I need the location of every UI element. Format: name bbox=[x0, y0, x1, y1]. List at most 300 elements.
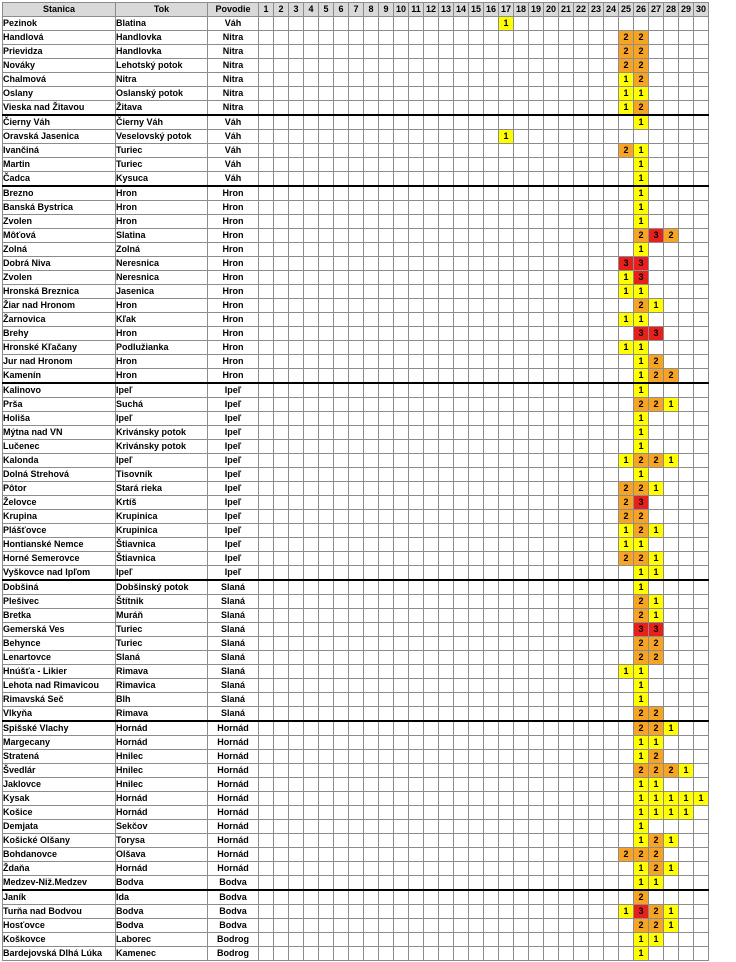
day-cell bbox=[304, 876, 319, 891]
day-cell bbox=[454, 383, 469, 398]
day-cell bbox=[259, 243, 274, 257]
day-cell bbox=[574, 59, 589, 73]
day-cell bbox=[394, 806, 409, 820]
day-cell bbox=[619, 369, 634, 384]
basin-cell: Ipeľ bbox=[208, 538, 259, 552]
header-day: 5 bbox=[319, 3, 334, 17]
day-cell bbox=[694, 721, 709, 736]
day-cell bbox=[304, 905, 319, 919]
day-cell bbox=[589, 919, 604, 933]
day-cell bbox=[454, 524, 469, 538]
day-cell bbox=[409, 609, 424, 623]
day-cell bbox=[529, 172, 544, 187]
day-cell bbox=[679, 665, 694, 679]
level-cell: 1 bbox=[649, 299, 664, 313]
station-cell: Martin bbox=[3, 158, 116, 172]
level-cell: 1 bbox=[619, 905, 634, 919]
day-cell bbox=[364, 215, 379, 229]
day-cell bbox=[364, 721, 379, 736]
day-cell bbox=[409, 637, 424, 651]
day-cell bbox=[514, 806, 529, 820]
day-cell bbox=[349, 637, 364, 651]
day-cell bbox=[334, 580, 349, 595]
day-cell bbox=[589, 750, 604, 764]
day-cell bbox=[514, 426, 529, 440]
day-cell bbox=[439, 524, 454, 538]
header-day: 1 bbox=[259, 3, 274, 17]
day-cell bbox=[289, 186, 304, 201]
river-cell: Rimava bbox=[116, 707, 208, 722]
day-cell bbox=[694, 285, 709, 299]
day-cell bbox=[454, 496, 469, 510]
day-cell bbox=[604, 947, 619, 961]
day-cell bbox=[304, 637, 319, 651]
day-cell bbox=[499, 566, 514, 581]
basin-cell: Hron bbox=[208, 201, 259, 215]
day-cell bbox=[379, 764, 394, 778]
day-cell bbox=[454, 693, 469, 707]
level-cell: 2 bbox=[664, 369, 679, 384]
day-cell bbox=[364, 792, 379, 806]
table-row bbox=[3, 369, 709, 384]
day-cell bbox=[589, 87, 604, 101]
day-cell bbox=[409, 285, 424, 299]
basin-cell: Váh bbox=[208, 115, 259, 130]
day-cell bbox=[544, 693, 559, 707]
day-cell bbox=[409, 369, 424, 384]
day-cell bbox=[394, 637, 409, 651]
day-cell bbox=[574, 524, 589, 538]
day-cell bbox=[394, 327, 409, 341]
day-cell bbox=[319, 87, 334, 101]
day-cell bbox=[574, 679, 589, 693]
basin-cell: Ipeľ bbox=[208, 454, 259, 468]
day-cell bbox=[349, 327, 364, 341]
day-cell bbox=[364, 144, 379, 158]
level-cell: 1 bbox=[634, 285, 649, 299]
day-cell bbox=[259, 383, 274, 398]
basin-cell: Hron bbox=[208, 243, 259, 257]
river-cell: Ipeľ bbox=[116, 412, 208, 426]
day-cell bbox=[439, 806, 454, 820]
day-cell bbox=[694, 538, 709, 552]
day-cell bbox=[664, 271, 679, 285]
day-cell bbox=[559, 468, 574, 482]
day-cell bbox=[454, 201, 469, 215]
day-cell bbox=[589, 665, 604, 679]
day-cell bbox=[484, 665, 499, 679]
day-cell bbox=[439, 552, 454, 566]
day-cell bbox=[319, 45, 334, 59]
day-cell bbox=[304, 806, 319, 820]
day-cell bbox=[409, 707, 424, 722]
basin-cell: Hornád bbox=[208, 721, 259, 736]
day-cell bbox=[394, 595, 409, 609]
day-cell bbox=[259, 186, 274, 201]
day-cell bbox=[454, 341, 469, 355]
day-cell bbox=[379, 73, 394, 87]
station-cell: Turňa nad Bodvou bbox=[3, 905, 116, 919]
day-cell bbox=[694, 848, 709, 862]
station-cell: Košice bbox=[3, 806, 116, 820]
day-cell bbox=[514, 73, 529, 87]
river-cell: Kysuca bbox=[116, 172, 208, 187]
day-cell bbox=[439, 59, 454, 73]
station-cell: Zvolen bbox=[3, 271, 116, 285]
day-cell bbox=[424, 313, 439, 327]
day-cell bbox=[424, 17, 439, 31]
day-cell bbox=[319, 355, 334, 369]
level-cell: 1 bbox=[664, 454, 679, 468]
day-cell bbox=[589, 778, 604, 792]
day-cell bbox=[604, 383, 619, 398]
day-cell bbox=[559, 130, 574, 144]
day-cell bbox=[379, 552, 394, 566]
day-cell bbox=[454, 905, 469, 919]
station-cell: Čadca bbox=[3, 172, 116, 187]
day-cell bbox=[379, 412, 394, 426]
day-cell bbox=[274, 73, 289, 87]
day-cell bbox=[319, 947, 334, 961]
table-row bbox=[3, 31, 709, 45]
day-cell bbox=[499, 87, 514, 101]
day-cell bbox=[679, 876, 694, 891]
day-cell bbox=[694, 454, 709, 468]
day-cell bbox=[499, 862, 514, 876]
day-cell bbox=[544, 59, 559, 73]
basin-cell: Hron bbox=[208, 271, 259, 285]
day-cell bbox=[439, 876, 454, 891]
day-cell bbox=[394, 426, 409, 440]
day-cell bbox=[289, 369, 304, 384]
day-cell bbox=[424, 130, 439, 144]
basin-cell: Slaná bbox=[208, 637, 259, 651]
station-cell: Demjata bbox=[3, 820, 116, 834]
basin-cell: Hron bbox=[208, 341, 259, 355]
day-cell bbox=[589, 707, 604, 722]
day-cell bbox=[559, 45, 574, 59]
day-cell bbox=[529, 87, 544, 101]
day-cell bbox=[559, 651, 574, 665]
river-cell: Tisovník bbox=[116, 468, 208, 482]
day-cell bbox=[289, 736, 304, 750]
day-cell bbox=[619, 778, 634, 792]
day-cell bbox=[304, 651, 319, 665]
day-cell bbox=[454, 355, 469, 369]
day-cell bbox=[349, 764, 364, 778]
day-cell bbox=[424, 524, 439, 538]
level-cell: 2 bbox=[634, 229, 649, 243]
day-cell bbox=[289, 299, 304, 313]
day-cell bbox=[604, 17, 619, 31]
day-cell bbox=[514, 679, 529, 693]
basin-cell: Slaná bbox=[208, 623, 259, 637]
day-cell bbox=[559, 792, 574, 806]
day-cell bbox=[529, 609, 544, 623]
day-cell bbox=[364, 834, 379, 848]
day-cell bbox=[424, 806, 439, 820]
day-cell bbox=[559, 806, 574, 820]
day-cell bbox=[439, 412, 454, 426]
day-cell bbox=[469, 482, 484, 496]
day-cell bbox=[679, 862, 694, 876]
day-cell bbox=[334, 271, 349, 285]
station-cell: Kysak bbox=[3, 792, 116, 806]
river-cell: Dobšinský potok bbox=[116, 580, 208, 595]
day-cell bbox=[694, 919, 709, 933]
day-cell bbox=[619, 806, 634, 820]
basin-cell: Hornád bbox=[208, 778, 259, 792]
day-cell bbox=[634, 130, 649, 144]
day-cell bbox=[379, 454, 394, 468]
day-cell bbox=[379, 115, 394, 130]
day-cell bbox=[334, 496, 349, 510]
day-cell bbox=[274, 862, 289, 876]
day-cell bbox=[259, 679, 274, 693]
day-cell bbox=[409, 862, 424, 876]
day-cell bbox=[379, 87, 394, 101]
river-cell: Turiec bbox=[116, 637, 208, 651]
level-cell: 1 bbox=[634, 115, 649, 130]
day-cell bbox=[424, 778, 439, 792]
station-cell: Plešivec bbox=[3, 595, 116, 609]
day-cell bbox=[454, 271, 469, 285]
day-cell bbox=[694, 876, 709, 891]
day-cell bbox=[529, 651, 544, 665]
day-cell bbox=[529, 201, 544, 215]
day-cell bbox=[349, 806, 364, 820]
day-cell bbox=[364, 933, 379, 947]
day-cell bbox=[289, 750, 304, 764]
day-cell bbox=[304, 369, 319, 384]
day-cell bbox=[439, 426, 454, 440]
day-cell bbox=[334, 482, 349, 496]
day-cell bbox=[694, 257, 709, 271]
day-cell bbox=[604, 257, 619, 271]
day-cell bbox=[544, 229, 559, 243]
table-row bbox=[3, 482, 709, 496]
day-cell bbox=[514, 327, 529, 341]
day-cell bbox=[439, 299, 454, 313]
level-cell: 2 bbox=[634, 707, 649, 722]
day-cell bbox=[574, 101, 589, 116]
level-cell: 2 bbox=[649, 862, 664, 876]
day-cell bbox=[394, 215, 409, 229]
day-cell bbox=[529, 158, 544, 172]
day-cell bbox=[664, 73, 679, 87]
day-cell bbox=[589, 834, 604, 848]
day-cell bbox=[694, 215, 709, 229]
table-row bbox=[3, 45, 709, 59]
day-cell bbox=[484, 59, 499, 73]
day-cell bbox=[409, 665, 424, 679]
day-cell bbox=[694, 778, 709, 792]
day-cell bbox=[619, 299, 634, 313]
day-cell bbox=[289, 426, 304, 440]
day-cell bbox=[364, 243, 379, 257]
day-cell bbox=[334, 215, 349, 229]
level-cell: 2 bbox=[619, 482, 634, 496]
day-cell bbox=[514, 87, 529, 101]
day-cell bbox=[319, 440, 334, 454]
day-cell bbox=[604, 130, 619, 144]
day-cell bbox=[259, 919, 274, 933]
day-cell bbox=[544, 201, 559, 215]
day-cell bbox=[574, 271, 589, 285]
day-cell bbox=[394, 115, 409, 130]
day-cell bbox=[439, 369, 454, 384]
day-cell bbox=[514, 201, 529, 215]
station-cell: Pôtor bbox=[3, 482, 116, 496]
day-cell bbox=[559, 721, 574, 736]
day-cell bbox=[559, 426, 574, 440]
day-cell bbox=[469, 257, 484, 271]
day-cell bbox=[589, 862, 604, 876]
table-row bbox=[3, 623, 709, 637]
day-cell bbox=[334, 31, 349, 45]
day-cell bbox=[454, 919, 469, 933]
day-cell bbox=[289, 73, 304, 87]
river-cell: Neresnica bbox=[116, 271, 208, 285]
day-cell bbox=[574, 285, 589, 299]
day-cell bbox=[274, 750, 289, 764]
day-cell bbox=[334, 468, 349, 482]
day-cell bbox=[514, 496, 529, 510]
station-cell: Plášťovce bbox=[3, 524, 116, 538]
day-cell bbox=[529, 792, 544, 806]
day-cell bbox=[664, 31, 679, 45]
day-cell bbox=[544, 750, 559, 764]
level-cell: 1 bbox=[499, 17, 514, 31]
day-cell bbox=[499, 524, 514, 538]
day-cell bbox=[424, 229, 439, 243]
station-cell: Janík bbox=[3, 890, 116, 905]
day-cell bbox=[649, 87, 664, 101]
day-cell bbox=[394, 257, 409, 271]
day-cell bbox=[439, 919, 454, 933]
day-cell bbox=[694, 806, 709, 820]
day-cell bbox=[259, 369, 274, 384]
day-cell bbox=[469, 820, 484, 834]
day-cell bbox=[379, 31, 394, 45]
day-cell bbox=[544, 73, 559, 87]
day-cell bbox=[394, 172, 409, 187]
day-cell bbox=[649, 17, 664, 31]
day-cell bbox=[349, 440, 364, 454]
day-cell bbox=[514, 454, 529, 468]
day-cell bbox=[559, 285, 574, 299]
day-cell bbox=[589, 31, 604, 45]
table-row bbox=[3, 285, 709, 299]
day-cell bbox=[274, 707, 289, 722]
day-cell bbox=[619, 595, 634, 609]
level-cell: 2 bbox=[664, 764, 679, 778]
day-cell bbox=[319, 412, 334, 426]
day-cell bbox=[454, 947, 469, 961]
day-cell bbox=[649, 313, 664, 327]
day-cell bbox=[394, 229, 409, 243]
day-cell bbox=[694, 383, 709, 398]
day-cell bbox=[499, 440, 514, 454]
level-cell: 2 bbox=[619, 496, 634, 510]
day-cell bbox=[574, 947, 589, 961]
level-cell: 3 bbox=[649, 327, 664, 341]
day-cell bbox=[334, 17, 349, 31]
day-cell bbox=[679, 905, 694, 919]
station-cell: Spišské Vlachy bbox=[3, 721, 116, 736]
day-cell bbox=[334, 59, 349, 73]
day-cell bbox=[319, 285, 334, 299]
day-cell bbox=[439, 609, 454, 623]
day-cell bbox=[409, 919, 424, 933]
level-cell: 1 bbox=[634, 778, 649, 792]
river-cell: Hnilec bbox=[116, 778, 208, 792]
day-cell bbox=[289, 693, 304, 707]
level-cell: 1 bbox=[634, 144, 649, 158]
day-cell bbox=[424, 468, 439, 482]
day-cell bbox=[469, 750, 484, 764]
day-cell bbox=[439, 679, 454, 693]
day-cell bbox=[559, 679, 574, 693]
day-cell bbox=[499, 510, 514, 524]
header-day: 21 bbox=[559, 3, 574, 17]
day-cell bbox=[484, 341, 499, 355]
basin-cell: Nitra bbox=[208, 31, 259, 45]
day-cell bbox=[469, 341, 484, 355]
table-row bbox=[3, 693, 709, 707]
level-cell: 2 bbox=[634, 721, 649, 736]
day-cell bbox=[349, 172, 364, 187]
day-cell bbox=[394, 271, 409, 285]
day-cell bbox=[694, 172, 709, 187]
day-cell bbox=[544, 243, 559, 257]
day-cell bbox=[409, 595, 424, 609]
level-cell: 1 bbox=[649, 792, 664, 806]
day-cell bbox=[589, 468, 604, 482]
day-cell bbox=[679, 736, 694, 750]
day-cell bbox=[649, 820, 664, 834]
day-cell bbox=[664, 566, 679, 581]
day-cell bbox=[514, 693, 529, 707]
day-cell bbox=[409, 721, 424, 736]
day-cell bbox=[559, 59, 574, 73]
day-cell bbox=[514, 933, 529, 947]
day-cell bbox=[589, 229, 604, 243]
day-cell bbox=[274, 454, 289, 468]
day-cell bbox=[304, 820, 319, 834]
station-cell: Bretka bbox=[3, 609, 116, 623]
day-cell bbox=[484, 327, 499, 341]
day-cell bbox=[274, 609, 289, 623]
day-cell bbox=[514, 637, 529, 651]
day-cell bbox=[394, 341, 409, 355]
day-cell bbox=[499, 73, 514, 87]
day-cell bbox=[454, 369, 469, 384]
day-cell bbox=[379, 637, 394, 651]
day-cell bbox=[544, 651, 559, 665]
day-cell bbox=[559, 115, 574, 130]
day-cell bbox=[259, 538, 274, 552]
day-cell bbox=[484, 595, 499, 609]
day-cell bbox=[364, 496, 379, 510]
day-cell bbox=[394, 313, 409, 327]
basin-cell: Slaná bbox=[208, 707, 259, 722]
header-day: 28 bbox=[664, 3, 679, 17]
day-cell bbox=[319, 59, 334, 73]
day-cell bbox=[259, 313, 274, 327]
day-cell bbox=[499, 271, 514, 285]
day-cell bbox=[439, 721, 454, 736]
